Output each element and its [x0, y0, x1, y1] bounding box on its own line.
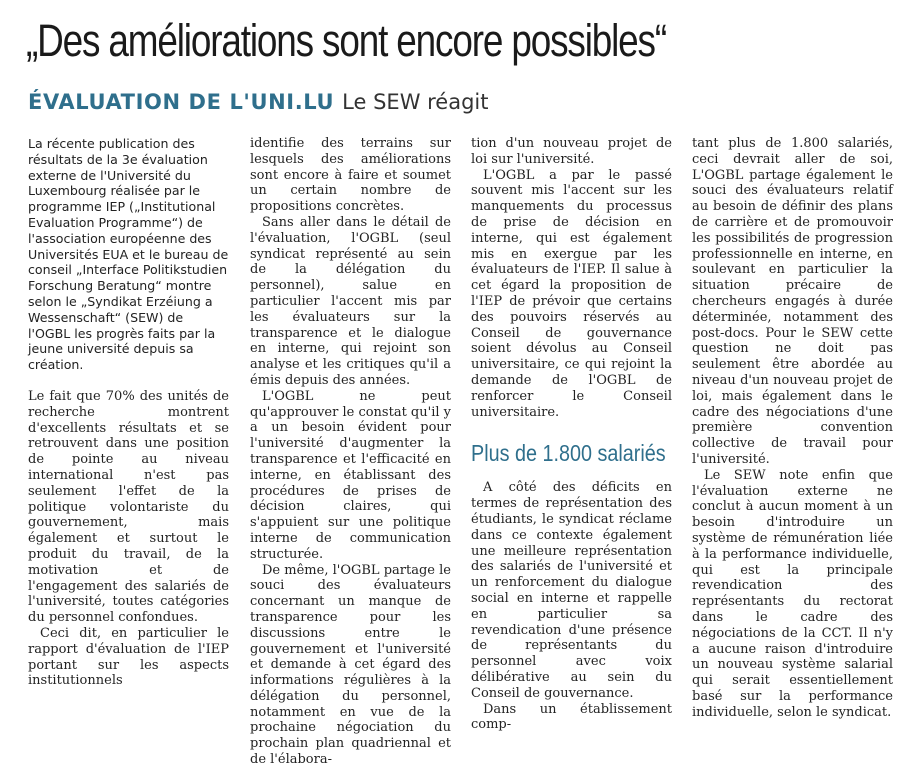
subtitle: Le SEW réagit	[342, 90, 489, 114]
subheadline	[28, 88, 489, 116]
headline: „Des améliorations sont encore possibles“	[26, 15, 666, 66]
crosshead: Plus de 1.800 salariés	[471, 440, 666, 467]
body-paragraph: tant plus de 1.800 salariés, ceci devrait aller de soi, L'OGBL partage également le souci des évaluateurs relatif au besoin de définir des plans de carrière et de promouvoir les possibilités de progression professionnelle en interne, en soulevant en particulier la situation précaire de chercheurs engagés à durée déterminée, notamment des post-docs. Pour le SEW cette question ne doit pas seulement être abordée au niveau d'un nouveau projet de loi, mais également dans le cadre des négociations d'une première convention collective de travail pour l'université.	[692, 136, 893, 467]
body-paragraph: L'OGBL ne peut qu'approuver le constat qu'il y a un besoin évident pour l'université d'augmenter la transparence et l'efficacité en interne, en établissant des procédures de prises de décision claires, qui s'appuient sur une politique interne de communication structurée.	[250, 388, 451, 562]
column-1	[28, 136, 229, 689]
column-2	[250, 136, 451, 768]
body-paragraph: tion d'un nouveau projet de loi sur l'université.	[471, 136, 672, 167]
body-paragraph: Ceci dit, en particulier le rapport d'évaluation de l'IEP portant sur les aspects institutionnels	[28, 625, 229, 689]
kicker: ÉVALUATION DE L'UNI.LU	[28, 90, 335, 114]
body-paragraph: Le SEW note enfin que l'évaluation externe ne conclut à aucun moment à un besoin d'introduire un système de rémunération liée à la performance individuelle, qui est la principale revendication des représentants du rectorat dans le cadre des négociations de la CCT. Il n'y a aucune raison d'introduire un nouveau système salarial qui serait essentiellement basé sur la performance individuelle, selon le syndicat.	[692, 467, 893, 720]
body-paragraph: Sans aller dans le détail de l'évaluation, l'OGBL (seul syndicat représenté au sein de la délégation du personnel), salue en particulier l'accent mis par les évaluateurs sur la transparence et le dialogue en interne, qui rejoint son analyse et les critiques qu'il a émis depuis des années.	[250, 214, 451, 388]
column-3	[471, 136, 672, 733]
body-paragraph: Le fait que 70% des unités de recherche montrent d'excellents résultats et se retrouvent dans une position de pointe au niveau international n'est pas seulement l'effet de la politique volontariste du gouvernement, mais également et surtout le produit du travail, de la motivation et de l'engagement des salariés de l'université, toutes catégories du personnel confondues.	[28, 388, 229, 626]
body-paragraph: L'OGBL a par le passé souvent mis l'accent sur les manquements du processus de prise de décision en interne, qui est également mis en exergue par les évaluateurs de l'IEP. Il salue à cet égard la proposition de l'IEP de prévoir que certains des pouvoirs réservés au Conseil de gouvernance soient dévolus au Conseil universitaire, ce qui rejoint la demande de l'OGBL de renforcer le Conseil universitaire.	[471, 167, 672, 420]
body-paragraph: Dans un établissement comp-	[471, 701, 672, 733]
body-paragraph: De même, l'OGBL partage le souci des évaluateurs concernant un manque de transparence pour les discussions entre le gouvernement et l'université et demande à cet égard des informations régulières à la délégation du personnel, notamment en vue de la prochaine négociation du prochain plan quadriennal et de l'élabora-	[250, 562, 451, 768]
lead-paragraph: La récente publication des résultats de la 3e évaluation externe de l'Université du Luxembourg réalisée par le programme IEP („Institutional Evaluation Programme“) de l'association européenne des Universités EUA et le bureau de conseil „Interface Politikstudien Forschung Beratung“ montre selon le „Syndikat Erzéiung a Wessenschaft“ (SEW) de l'OGBL les progrès faits par la jeune université depuis sa création.	[28, 136, 229, 373]
body-paragraph: A côté des déficits en termes de représentation des étudiants, le syndicat réclame dans ce contexte également une meilleure représentation des salariés de l'université et un renforcement du dialogue social en interne et rappelle en particulier sa revendication d'une présence de représentants du personnel avec voix délibérative au sein du Conseil de gouvernance.	[471, 480, 672, 701]
body-paragraph: identifie des terrains sur lesquels des améliorations sont encore à faire et soumet un certain nombre de propositions concrètes.	[250, 136, 451, 215]
